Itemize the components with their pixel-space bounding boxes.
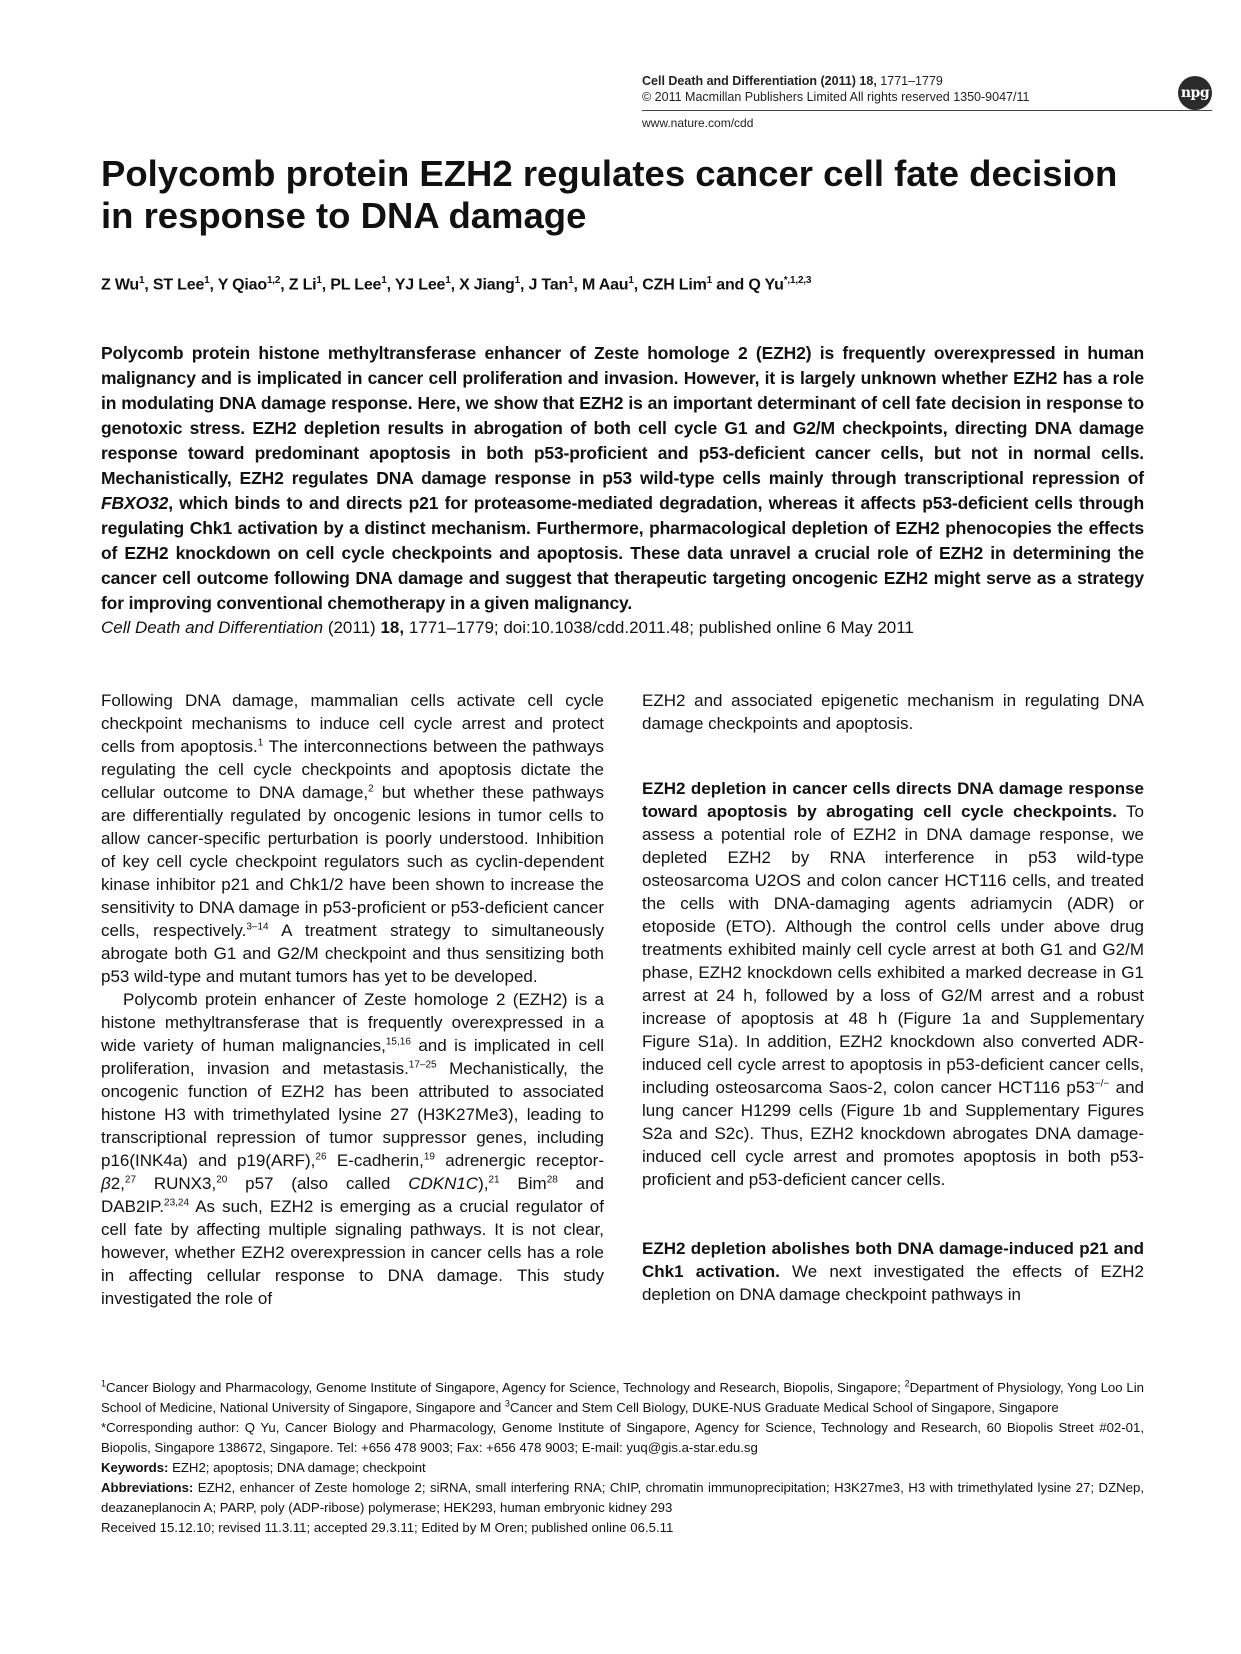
intro-p1-text: A treatment strategy to simultaneously abrogate both G1 and G2/M checkpoint and thus sensitizing both p53 wild-type and mutant tumors has yet to be developed. <box>101 921 604 986</box>
intro-p2-ref-sup: 21 <box>488 1174 500 1186</box>
corresponding-author: *Corresponding author: Q Yu, Cancer Biology and Pharmacology, Genome Institute of Singapore, Agency for Science, Technology and Research, 60 Biopolis Street #02-01, Biopolis, Singapore 138672, Singapore. Tel: +656 478 9003; Fax: +656 478 9003; E-mail: yuq@gis.a-star.edu.sg <box>101 1420 1144 1455</box>
section-1-ref-sup: −/− <box>1094 1078 1110 1090</box>
affiliations <box>101 1378 1144 1418</box>
author-name: Q Yu <box>748 276 784 294</box>
intro-paragraph-2 <box>101 988 604 1310</box>
intro-p2-ref-sup: 19 <box>423 1151 435 1163</box>
author-affiliation-sup: 1 <box>628 275 634 286</box>
author-name: Y Qiao <box>217 276 267 294</box>
author-name: YJ Lee <box>394 276 446 294</box>
author-name: PL Lee <box>330 276 382 294</box>
journal-pages: 1771–1779 <box>880 74 943 88</box>
author-affiliation-sup: 1,2 <box>266 275 281 286</box>
journal-name: Cell Death and Differentiation <box>642 74 818 88</box>
received-dates: Received 15.12.10; revised 11.3.11; accepted 29.3.11; Edited by M Oren; published online 06.5.11 <box>101 1520 674 1535</box>
author-name: ST Lee <box>152 276 205 294</box>
keywords-label: Keywords: <box>101 1460 169 1475</box>
intro-p2-ref-sup: 26 <box>315 1151 327 1163</box>
section-1 <box>642 777 1144 1191</box>
intro-p2-italic: CDKN1C <box>408 1174 479 1193</box>
affiliation-ref-sup: 1 <box>101 1378 107 1389</box>
intro-p2-italic: β <box>101 1174 111 1193</box>
intro-p2-text: 2, <box>110 1174 125 1193</box>
abbreviations-list: EZH2, enhancer of Zeste homologe 2; siRNA, small interfering RNA; ChIP, chromatin immunoprecipitation; H3K27me3, H3 with trimethylated lysine 27; DZNep, deazaneplanocin A; PARP, poly (ADP-ribose) polymerase; HEK293, human embryonic kidney 293 <box>101 1480 1144 1515</box>
author-affiliation-sup: 1 <box>445 275 451 286</box>
affiliation-ref-sup: 2 <box>904 1378 910 1389</box>
intro-p1-text: The interconnections between the pathways regulating the cell cycle checkpoints and apoptosis dictate the cellular outcome to DNA damage, <box>101 737 605 802</box>
intro-p2-text: ), <box>478 1174 489 1193</box>
intro-paragraph-3: EZH2 and associated epigenetic mechanism in regulating DNA damage checkpoints and apoptosis. <box>642 691 1144 733</box>
intro-p2-text: Polycomb protein enhancer of Zeste homologe 2 (EZH2) is a histone methyltransferase that is frequently overexpressed in a wide variety of human malignancies, <box>101 990 604 1055</box>
intro-p2-text: As such, EZH2 is emerging as a crucial regulator of cell fate by affecting multiple signaling pathways. It is not clear, however, whether EZH2 overexpression in cancer cells has a role in affecting cellular response to DNA damage. This study investigated the role of <box>101 1197 604 1308</box>
intro-p2-text: and is implicated in cell proliferation, invasion and metastasis. <box>101 1036 604 1078</box>
intro-p2-text: and DAB2IP. <box>101 1174 604 1216</box>
section-1-text: To assess a potential role of EZH2 in DNA damage response, we depleted EZH2 by RNA interference in p53 wild-type osteosarcoma U2OS and colon cancer HCT116 cells, and treated the cells with DNA-damaging agents adriamycin (ADR) or etoposide (ETO). Although the control cells under above drug treatments exhibited mainly cell cycle arrest at both G1 and G2/M phase, EZH2 knockdown cells exhibited a marked decrease in G1 arrest at 24 h, followed by a loss of G2/M arrest and a robust increase of apoptosis at 48 h (Figure 1a and Supplementary Figure S1a). In addition, EZH2 knockdown also converted ADR-induced cell cycle arrest to apoptosis in p53-deficient cancer cells, including osteosarcoma Saos-2, colon cancer HCT116 p53 <box>642 802 1144 1097</box>
author-name: CZH Lim <box>642 276 707 294</box>
abbreviations-label: Abbreviations: <box>101 1480 194 1495</box>
intro-p2-text: adrenergic receptor- <box>434 1151 604 1170</box>
affiliation-text: Cancer Biology and Pharmacology, Genome Institute of Singapore, Agency for Science, Technology and Research, Biopolis, Singapore; <box>106 1380 905 1395</box>
affiliation-text: Cancer and Stem Cell Biology, DUKE-NUS Graduate Medical School of Singapore, Singapore <box>509 1400 1059 1415</box>
intro-p2-ref-sup: 15,16 <box>385 1036 411 1048</box>
intro-paragraph-1 <box>101 689 604 988</box>
affiliation-ref-sup: 3 <box>504 1398 510 1409</box>
keywords-list: EZH2; apoptosis; DNA damage; checkpoint <box>168 1460 426 1475</box>
author-name: M Aau <box>581 276 629 294</box>
section-2-heading: EZH2 depletion abolishes both DNA damage-induced p21 and Chk1 activation. <box>642 1239 1144 1281</box>
intro-p2-ref-sup: 20 <box>216 1174 228 1186</box>
abstract-gene: FBXO32 <box>101 493 169 513</box>
intro-p2-ref-sup: 28 <box>546 1174 558 1186</box>
section-1-heading: EZH2 depletion in cancer cells directs DNA damage response toward apoptosis by abrogating cell cycle checkpoints. <box>642 779 1144 821</box>
citation-line <box>101 617 1151 639</box>
section-2 <box>642 1237 1144 1306</box>
abstract <box>101 341 1144 616</box>
author-affiliation-sup: 1 <box>316 275 322 286</box>
author-affiliation-sup: 1 <box>381 275 387 286</box>
intro-p2-text: RUNX3, <box>136 1174 217 1193</box>
intro-p2-text: Mechanistically, the oncogenic function of EZH2 has been attributed to associated histone H3 with trimethylated lysine 27 (H3K27Me3), leading to transcriptional repression of tumor suppressor genes, including p16(INK4a) and p19(ARF), <box>101 1059 604 1170</box>
header-rule <box>642 110 1212 111</box>
author-affiliation-sup: 1 <box>568 275 574 286</box>
intro-p1-ref-sup: 1 <box>257 737 264 749</box>
footnotes <box>101 1378 1144 1538</box>
citation-volume: 18, <box>380 618 405 637</box>
keywords <box>101 1458 1144 1478</box>
intro-p2-ref-sup: 27 <box>124 1174 137 1186</box>
abstract-part1: Polycomb protein histone methyltransferase enhancer of Zeste homologe 2 (EZH2) is frequently overexpressed in human malignancy and is implicated in cancer cell proliferation and invasion. However, it is largely unknown whether EZH2 has a role in modulating DNA damage response. Here, we show that EZH2 is an important determinant of cell fate decision in response to genotoxic stress. EZH2 depletion results in abrogation of both cell cycle G1 and G2/M checkpoints, directing DNA damage response toward predominant apoptosis in both p53-proficient and p53-deficient cancer cells, but not in normal cells. Mechanistically, EZH2 regulates DNA damage response in p53 wild-type cells mainly through transcriptional repression of <box>101 343 1144 488</box>
intro-p1-text: Following DNA damage, mammalian cells activate cell cycle checkpoint mechanisms to induce cell cycle arrest and protect cells from apoptosis. <box>101 691 604 756</box>
abbreviations <box>101 1478 1144 1518</box>
citation-rest: 1771–1779; doi:10.1038/cdd.2011.48; published online 6 May 2011 <box>408 618 914 637</box>
intro-p1-text: but whether these pathways are differentially regulated by oncogenic lesions in tumor cells to allow cancer-specific perturbation is poorly understood. Inhibition of key cell cycle checkpoint regulators such as cyclin-dependent kinase inhibitor p21 and Chk1/2 have been shown to increase the sensitivity to DNA damage in p53-proficient or p53-deficient cancer cells, respectively. <box>101 783 604 940</box>
right-column <box>642 689 1144 1306</box>
citation-year: (2011) <box>327 618 376 637</box>
author-affiliation-sup: 1 <box>204 275 210 286</box>
intro-p2-text: E-cadherin, <box>326 1151 424 1170</box>
intro-p2-ref-sup: 23,24 <box>164 1197 190 1209</box>
affiliation-text: Department of Physiology, Yong Loo Lin School of Medicine, National University of Singapore, Singapore and <box>101 1380 1144 1415</box>
author-list: Z Wu$^1$, ST Lee$^1$, Y Qiao$^{1,2}$, Z Li$^1$, PL Lee$^1$, YJ Lee$^1$, X Jiang$^1$, J Tan$^1$, M Aau$^1$, CZH Lim$^1$ and Q $Yu^{*,1,2,3}$ <box>101 275 812 294</box>
intro-p1-ref-sup: 2 <box>368 783 374 795</box>
article-title: Polycomb protein EZH2 regulates cancer cell fate decision in response to DNA damage <box>101 153 1118 236</box>
author-name: X Jiang <box>459 276 515 294</box>
intro-p1-ref-sup: 3–14 <box>246 921 269 933</box>
author-name: Z Wu <box>101 276 140 294</box>
author-name: Z Li <box>288 276 317 294</box>
author-affiliation-sup: 1 <box>706 275 713 286</box>
left-column <box>101 689 604 1310</box>
intro-p2-ref-sup: 17–25 <box>408 1059 437 1071</box>
author-affiliation-sup: 1 <box>139 275 145 286</box>
author-affiliation-sup: *,1,2,3 <box>783 275 812 286</box>
npg-logo: npg <box>1178 76 1212 110</box>
copyright-line: © 2011 Macmillan Publishers Limited All rights reserved 1350-9047/11 <box>642 90 1030 104</box>
journal-header <box>642 73 943 89</box>
journal-url[interactable]: www.nature.com/cdd <box>642 116 754 130</box>
intro-p2-text: Bim <box>499 1174 547 1193</box>
author-affiliation-sup: 1 <box>514 275 520 286</box>
journal-volume: (2011) 18, <box>820 74 877 88</box>
citation-journal: Cell Death and Differentiation <box>101 618 324 637</box>
author-name: J Tan <box>528 276 569 294</box>
abstract-part2: , which binds to and directs p21 for proteasome-mediated degradation, whereas it affects p53-deficient cells through regulating Chk1 activation by a distinct mechanism. Furthermore, pharmacological depletion of EZH2 phenocopies the effects of EZH2 knockdown on cell cycle checkpoints and apoptosis. These data unravel a crucial role of EZH2 in determining the cancer cell outcome following DNA damage and suggest that therapeutic targeting oncogenic EZH2 might serve as a strategy for improving conventional chemotherapy in a given malignancy. <box>101 493 1144 613</box>
section-1-text: and lung cancer H1299 cells (Figure 1b and Supplementary Figures S2a and S2c). Thus, EZH2 knockdown abrogates DNA damage-induced cell cycle arrest and promotes apoptosis in both p53-proficient and p53-deficient cancer cells. <box>642 1078 1145 1189</box>
section-2-body: We next investigated the effects of EZH2 depletion on DNA damage checkpoint pathways in <box>642 1262 1144 1304</box>
intro-p2-text: p57 (also called <box>227 1174 409 1193</box>
